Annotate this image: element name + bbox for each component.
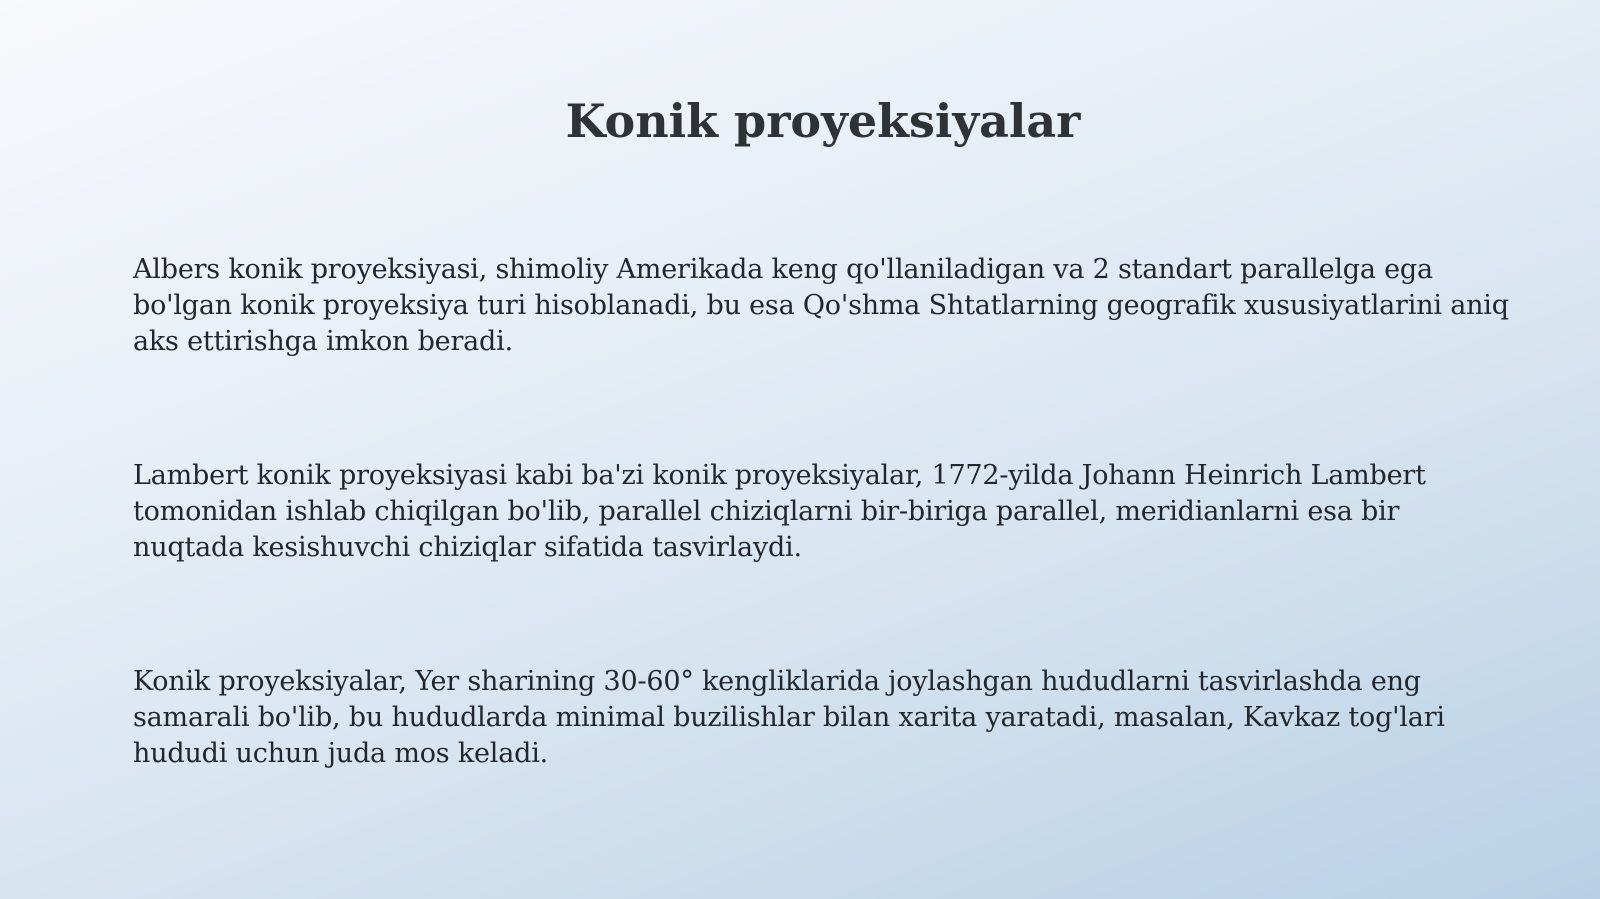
slide-title: Konik proyeksiyalar: [565, 93, 1081, 148]
paragraph-lambert: Lambert konik proyeksiyasi kabi ba'zi konik proyeksiyalar, 1772-yilda Johann Heinrich Lambert tomonidan ishlab chiqilgan bo'lib, parallel chiziqlarni bir-biriga parallel, meridianlarni esa bir nuqtada kesishuvchi chiziqlar sifatida tasvirlaydi.: [133, 460, 1426, 563]
paragraph-albers: Albers konik proyeksiyasi, shimoliy Amerikada keng qo'llaniladigan va 2 standart parallelga ega bo'lgan konik proyeksiya turi hisoblanadi, bu esa Qo'shma Shtatlarning geografik xususiyatlarini aniq aks ettirishga imkon beradi.: [133, 254, 1509, 357]
paragraph-latitudes: Konik proyeksiyalar, Yer sharining 30-60° kengliklarida joylashgan hududlarni tasvirlashda eng samarali bo'lib, bu hududlarda minimal buzilishlar bilan xarita yaratadi, masalan, Kavkaz tog'lari hududi uchun juda mos keladi.: [133, 666, 1445, 769]
